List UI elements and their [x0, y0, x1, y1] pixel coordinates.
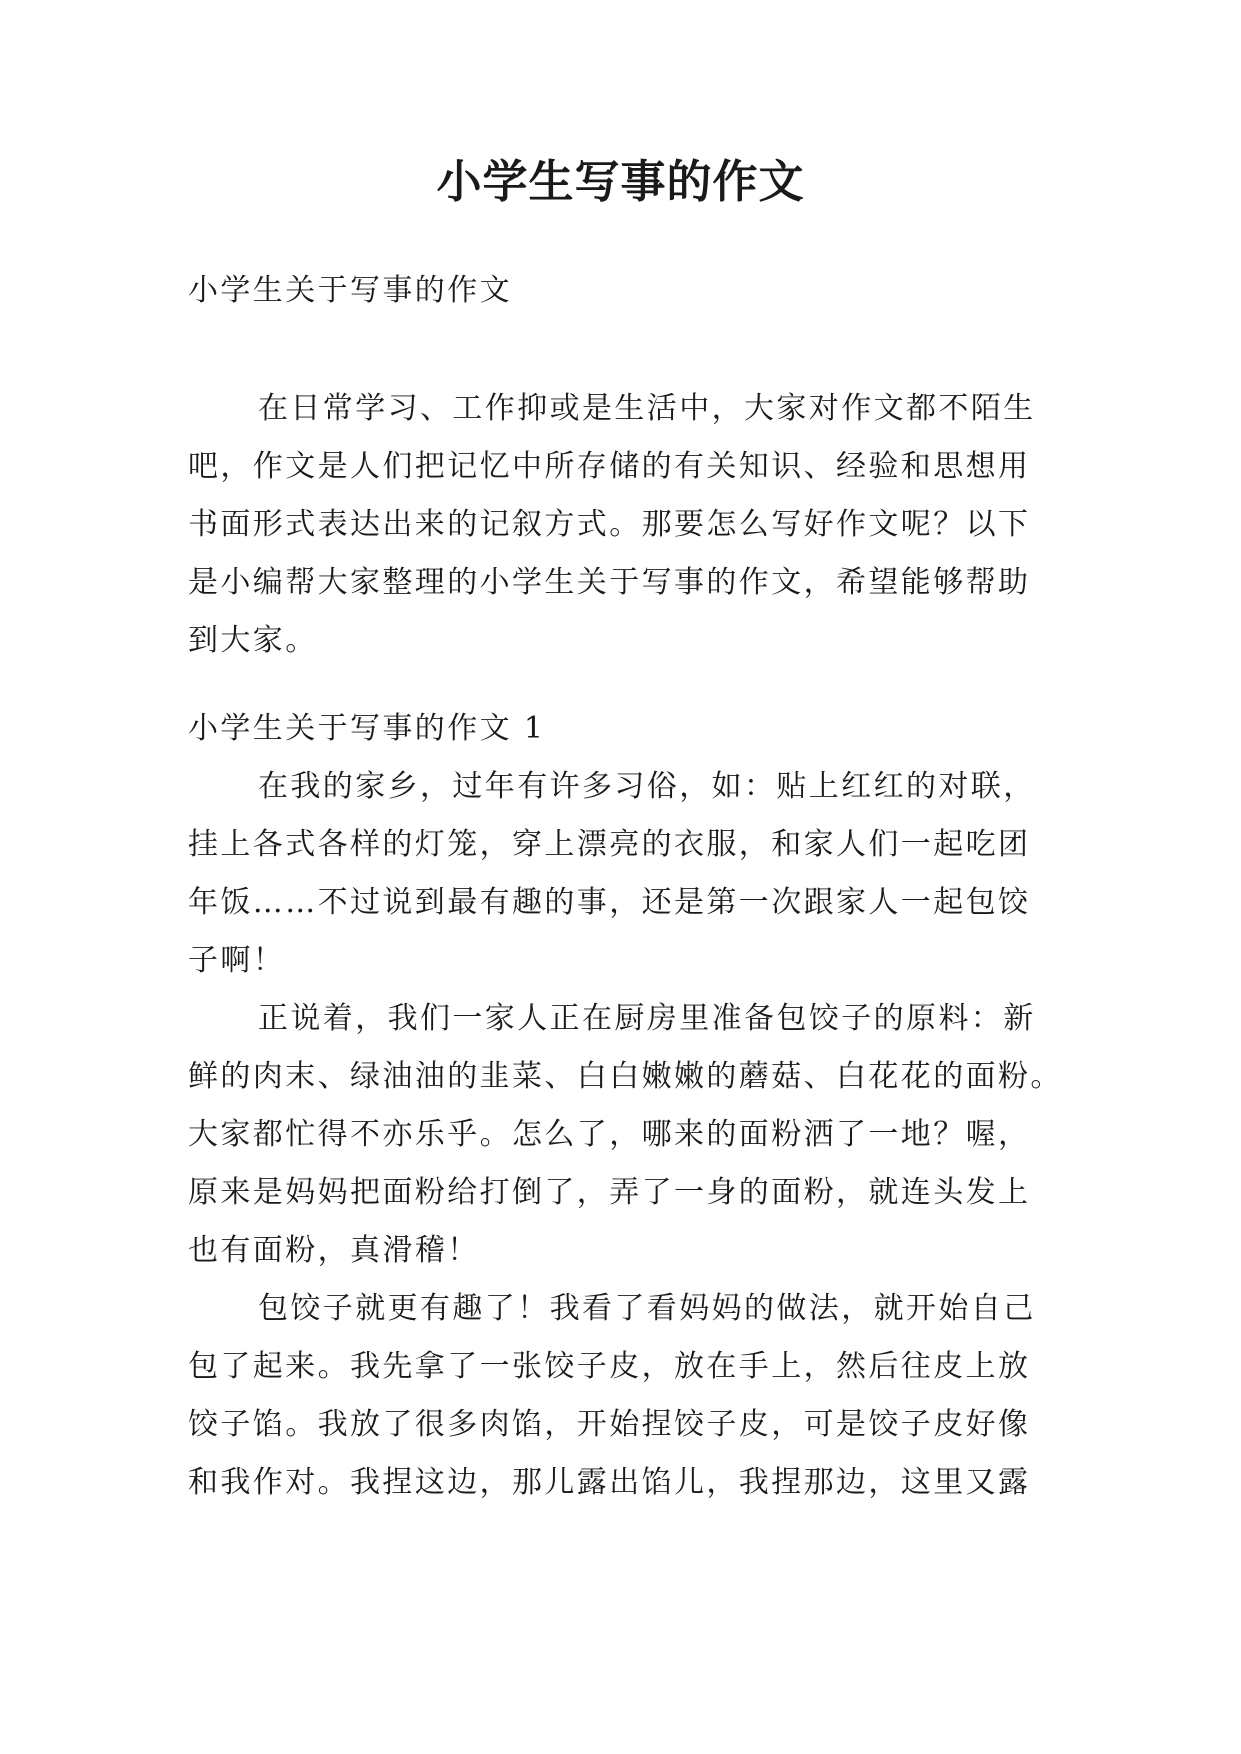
paragraph-line: 鲜的肉末、绿油油的韭菜、白白嫩嫩的蘑菇、白花花的面粉。	[188, 1059, 1063, 1094]
body-paragraph-2	[188, 990, 1063, 1280]
paragraph-line: 是小编帮大家整理的小学生关于写事的作文，希望能够帮助	[188, 565, 1031, 600]
paragraph-line: 正说着，我们一家人正在厨房里准备包饺子的原料：新	[258, 1001, 1036, 1036]
body-paragraph-1	[188, 758, 1054, 990]
paragraph-line: 在日常学习、工作抑或是生活中，大家对作文都不陌生	[258, 391, 1036, 426]
paragraph-line: 挂上各式各样的灯笼，穿上漂亮的衣服，和家人们一起吃团	[188, 827, 1031, 862]
spacer	[188, 320, 1054, 380]
document-body	[188, 262, 1063, 1512]
paragraph-line: 大家都忙得不亦乐乎。怎么了，哪来的面粉洒了一地？喔，	[188, 1117, 1031, 1152]
paragraph-line: 吧，作文是人们把记忆中所存储的有关知识、经验和思想用	[188, 449, 1031, 484]
paragraph-line: 也有面粉，真滑稽！	[188, 1233, 480, 1268]
paragraph-line: 年饭……不过说到最有趣的事，还是第一次跟家人一起包饺	[188, 885, 1031, 920]
paragraph-line: 饺子馅。我放了很多肉馅，开始捏饺子皮，可是饺子皮好像	[188, 1407, 1031, 1442]
paragraph-line: 原来是妈妈把面粉给打倒了，弄了一身的面粉，就连头发上	[188, 1175, 1031, 1210]
paragraph-line: 在我的家乡，过年有许多习俗，如：贴上红红的对联，	[258, 769, 1036, 804]
document-subtitle: 小学生关于写事的作文	[188, 273, 512, 308]
paragraph-line: 子啊！	[188, 943, 286, 978]
paragraph-line: 书面形式表达出来的记叙方式。那要怎么写好作文呢？以下	[188, 507, 1031, 542]
section-heading: 小学生关于写事的作文 1	[188, 711, 546, 746]
document-title: 小学生写事的作文	[436, 155, 805, 208]
body-paragraph-3	[188, 1280, 1054, 1512]
intro-paragraph	[188, 380, 1054, 670]
paragraph-line: 到大家。	[188, 623, 318, 658]
paragraph-line: 和我作对。我捏这边，那儿露出馅儿，我捏那边，这里又露	[188, 1465, 1031, 1500]
paragraph-line: 包饺子就更有趣了！我看了看妈妈的做法，就开始自己	[258, 1291, 1036, 1326]
spacer	[188, 670, 1054, 700]
paragraph-line: 包了起来。我先拿了一张饺子皮，放在手上，然后往皮上放	[188, 1349, 1031, 1384]
